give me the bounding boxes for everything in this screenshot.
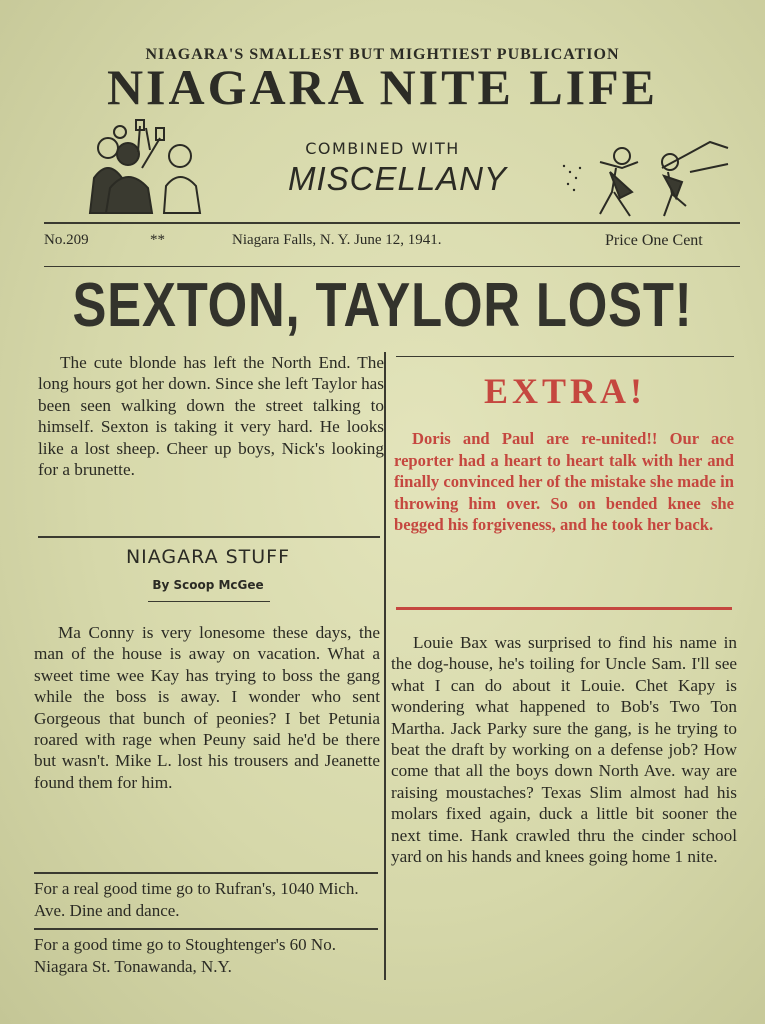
ad-rule-1 [34,872,378,874]
price: Price One Cent [605,232,703,249]
extra-bottom-rule [396,607,732,610]
extra-story: Doris and Paul are re-united!! Our ace reporter had a heart to heart talk with her and finally convinced her of the mistake she made in throwing him over. So on bended knee she begged his forgiveness, and he took her back. [394,429,734,535]
issue-number: No.209 [44,232,89,248]
dateline-bottom-rule [44,266,740,267]
section-title: NIAGARA STUFF [125,546,291,568]
byline: By Scoop McGee [152,578,264,592]
subtitle-miscellany: MISCELLANY [287,160,508,197]
extra-title: EXTRA! [483,371,646,411]
combined-with-label: COMBINED WITH [305,139,460,158]
byline-rule [148,601,270,602]
masthead-title: NIAGARA NITE LIFE [106,59,659,115]
stuff-story: Ma Conny is very lonesome these days, the man of the house is away on vacation. What a sweet time wee Kay has trying to boss the gang while the boss is away. I wonder who sent Gorgeous that bunch of peonies? I bet Petunia roared with rage when Peuny said he'd be there but wasn't. Mike L. lost his trousers and Jeanette found them for him. [34,623,380,792]
asterisks: ** [150,232,165,248]
extra-top-rule [396,356,734,357]
tagline: NIAGARA'S SMALLEST BUT MIGHTIEST PUBLICATION [145,46,620,63]
ad-rufrans: For a real good time go to Rufran's, 1040 Mich. Ave. Dine and dance. [34,879,359,920]
dateline-top-rule [44,222,740,224]
ad-rule-2 [34,928,378,930]
gossip-story: Louie Bax was surprised to find his name in the dog-house, he's toiling for Uncle Sam. I'll see what I can do about it Louie. Chet Kapy is wondering what happened to Bob's Two Ton Martha. Jack Parky sure the gang, is he trying to beat the draft by working on a defense job? How come that all the boys down North Ave. way are raising moustaches? Texas Slim almost had his molars fixed again, duck a little bit sooner the next time. Hank crawled thru the cinder school yard on his hands and knees going home 1 nite. [391,633,737,867]
lead-story-rule [38,536,380,538]
dateline: Niagara Falls, N. Y. June 12, 1941. [232,232,442,248]
lead-story: The cute blonde has left the North End. The long hours got her down. Since she left Taylor has been seen walking down the street talking to himself. Sexton is taking it very hard. He looks like a lost sheep. Cheer up boys, Nick's looking for a brunette. [38,353,384,480]
column-divider [384,352,386,980]
headline: SEXTON, TAYLOR LOST! [72,271,693,340]
dancing-couple-illustration [560,132,740,224]
ad-stoughtengers: For a good time go to Stoughtenger's 60 No. Niagara St. Tonawanda, N.Y. [34,935,336,976]
